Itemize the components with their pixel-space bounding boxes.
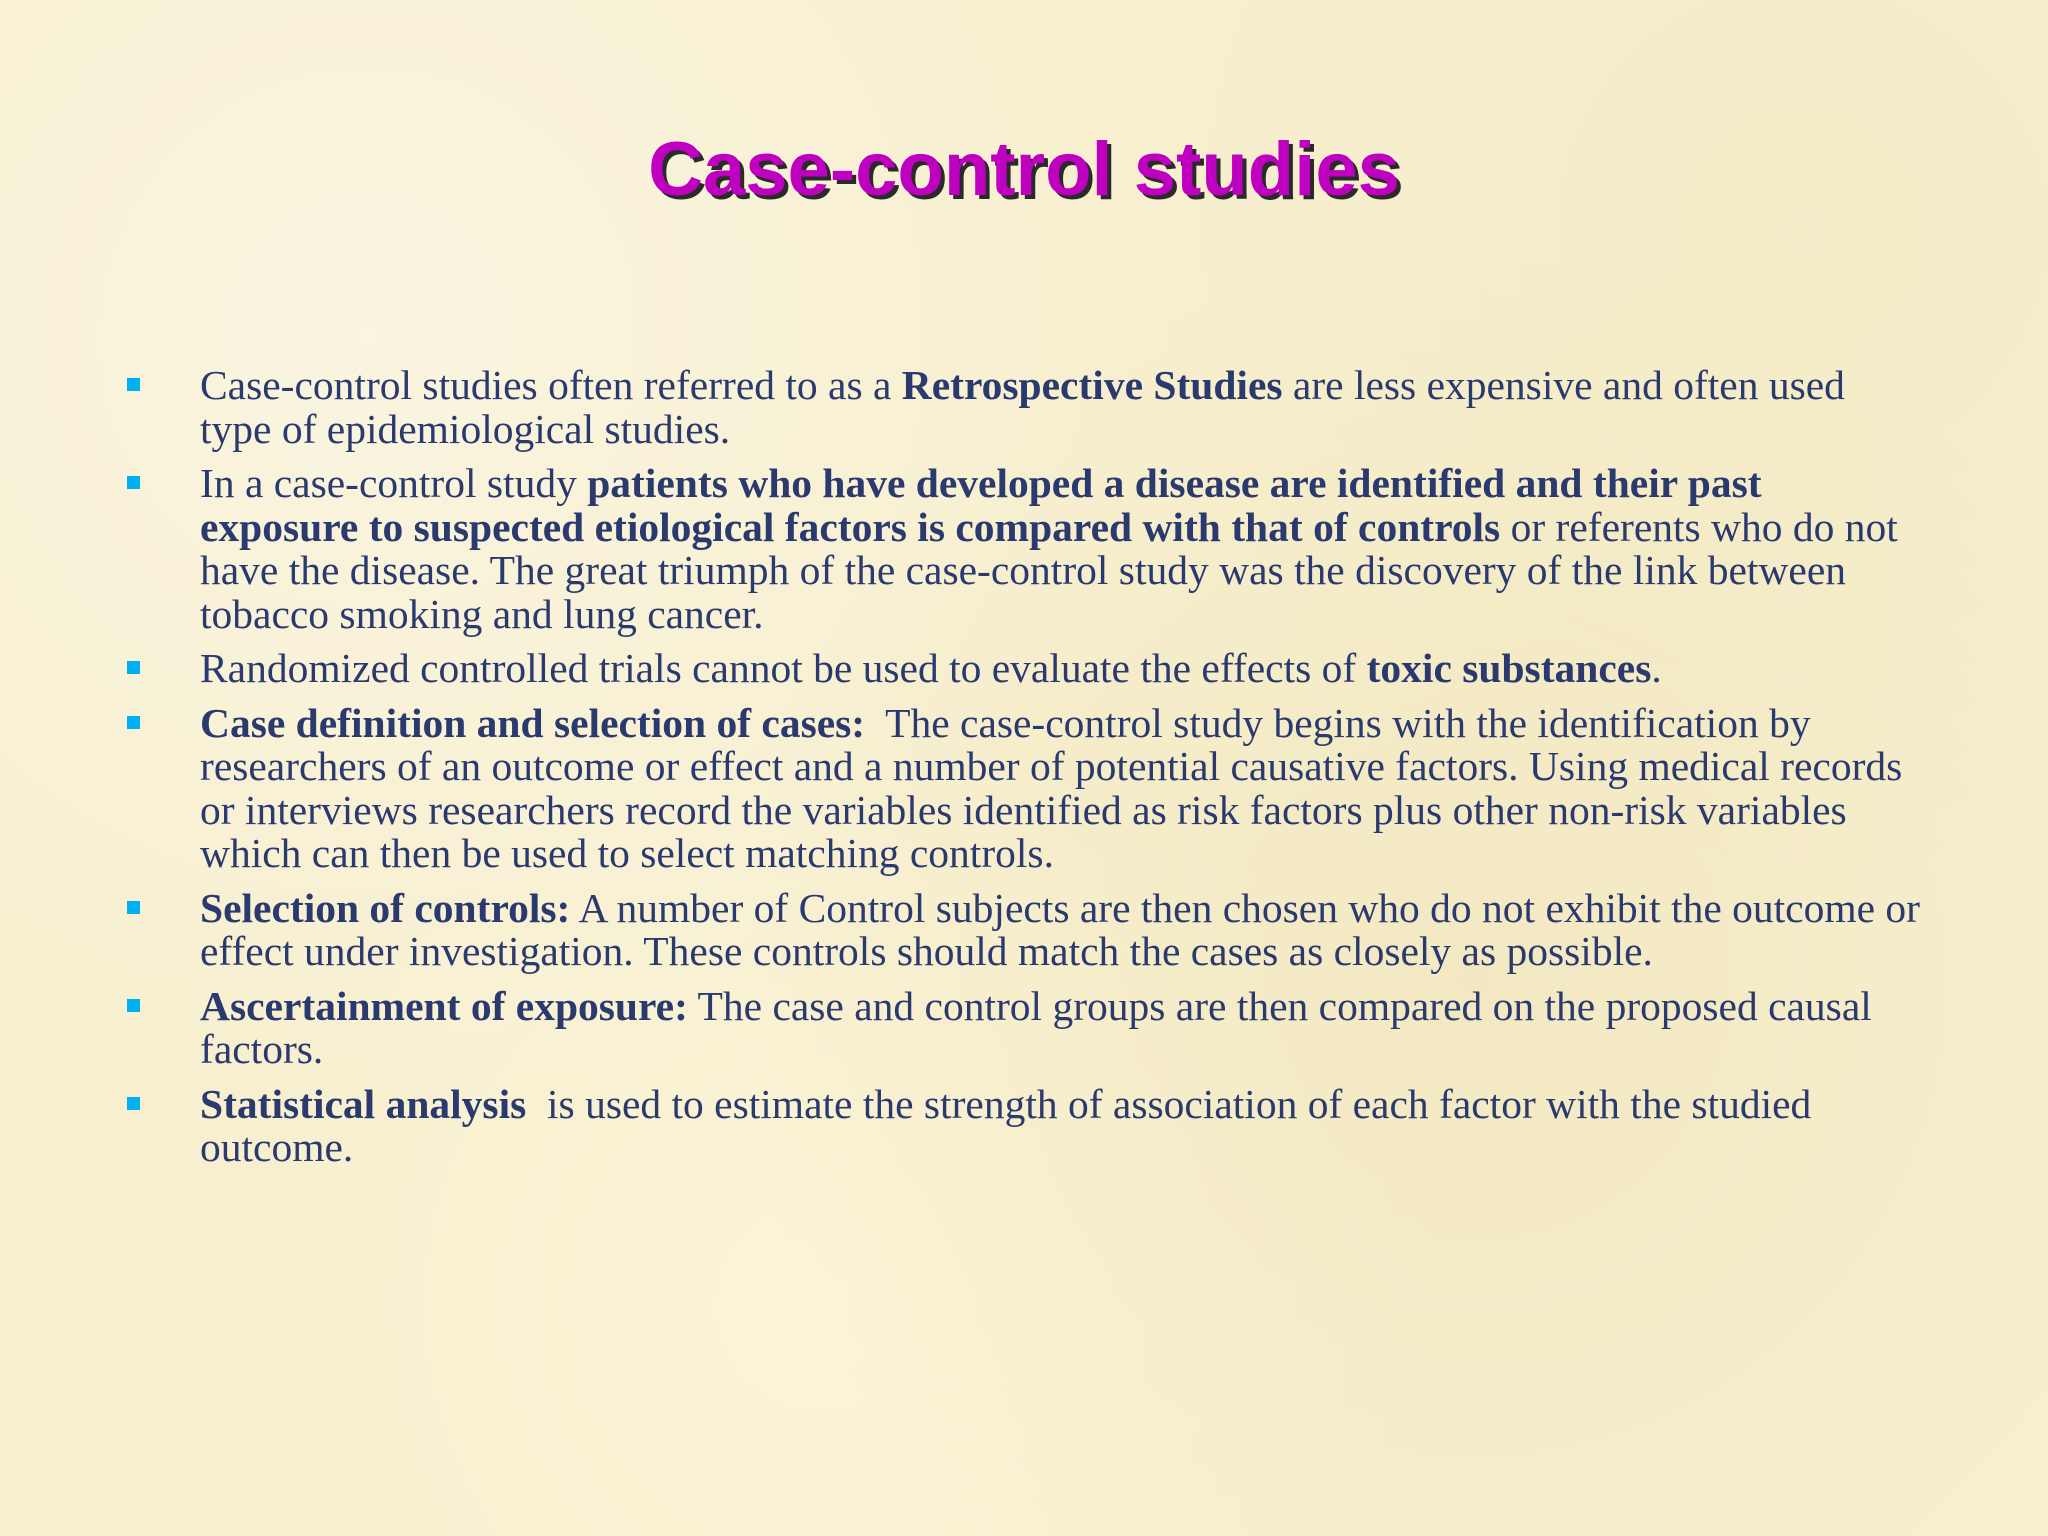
slide-title: Case-control studies: [648, 127, 1400, 212]
bullet-text: or referents who do not have the disease. The great triumph of the case-control study was the discovery of the link between tobacco smoking and lung cancer.: [200, 503, 1898, 637]
bullet-text: is used to estimate the strength of association of each factor with the studied outcome.: [200, 1080, 1822, 1170]
list-item: [124, 364, 1924, 451]
bullet-text: .: [1651, 645, 1662, 691]
bullet-bold-text: Retrospective Studies: [901, 362, 1283, 408]
square-bullet-icon: [127, 999, 140, 1012]
list-item: [124, 884, 1924, 974]
list-item: [124, 699, 1924, 876]
bullet-text: The case-control study begins with the identification by researchers of an outcome or effect and a number of potential causative factors. Using medical records or interviews researchers record the variables identified as risk factors plus other non-risk variables which can then be used to select matching controls.: [200, 699, 1913, 876]
square-bullet-icon: [127, 1097, 140, 1110]
bullet-text: A number of Control subjects are then chosen who do not exhibit the outcome or effect under investigation. These controls should match the cases as closely as possible.: [200, 884, 1921, 974]
square-bullet-icon: [127, 901, 140, 914]
bullet-text: In a case-control study: [200, 460, 588, 506]
list-item: [124, 1080, 1924, 1170]
square-bullet-icon: [127, 661, 140, 674]
bullet-bold-text: Selection of controls:: [200, 884, 571, 931]
list-item: [124, 982, 1924, 1072]
bullet-text: The case and control groups are then compared on the proposed causal factors.: [200, 982, 1872, 1072]
bullet-text: Randomized controlled trials cannot be used to evaluate the effects of: [200, 645, 1367, 691]
list-item: [124, 647, 1924, 691]
bullet-list: [124, 364, 1924, 1181]
bullet-bold-text: patients who have developed a disease are identified and their past exposure to suspected etiological factors is compared with that of controls: [200, 460, 1762, 550]
bullet-text: Case-control studies often referred to as a: [200, 362, 902, 408]
bullet-bold-text: Ascertainment of exposure:: [200, 982, 688, 1029]
bullet-bold-text: Case definition and selection of cases:: [200, 699, 866, 746]
bullet-bold-text: Statistical analysis: [200, 1080, 527, 1127]
square-bullet-icon: [127, 476, 140, 489]
square-bullet-icon: [127, 716, 140, 729]
bullet-text: are less expensive and often used type of epidemiological studies.: [200, 362, 1845, 452]
square-bullet-icon: [127, 378, 140, 391]
list-item: [124, 462, 1924, 636]
bullet-bold-text: toxic substances: [1366, 645, 1652, 691]
